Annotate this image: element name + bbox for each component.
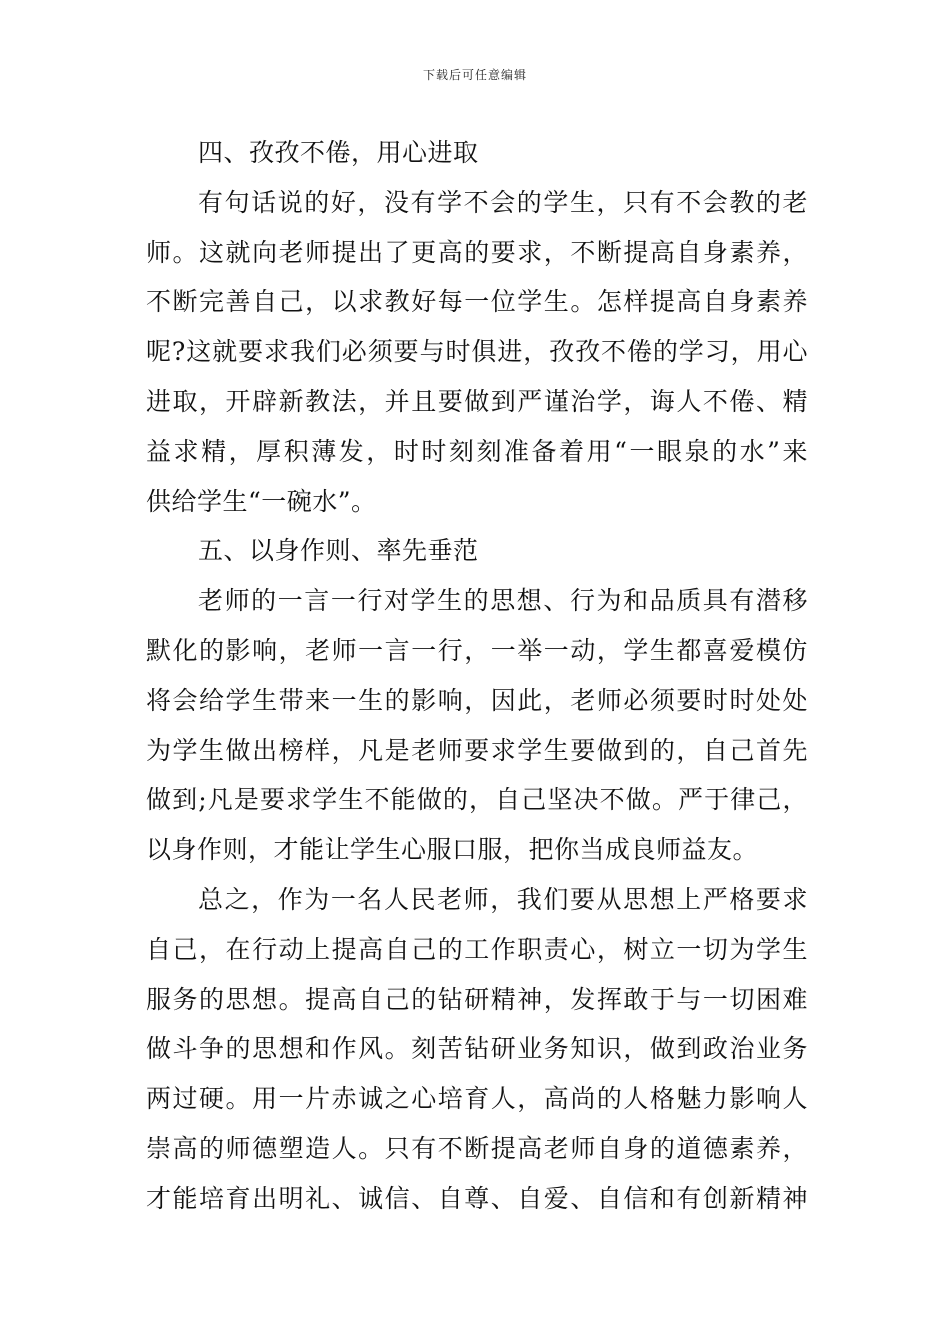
- text-line: 默化的影响，老师一言一行，一举一动，学生都喜爱模仿: [146, 635, 808, 665]
- text-line: 两过硬。用一片赤诚之心培育人，高尚的人格魅力影响人: [146, 1084, 808, 1114]
- text-line: 五、以身作则、率先垂范: [198, 536, 479, 566]
- text-line: 崇高的师德塑造人。只有不断提高老师自身的道德素养，: [146, 1133, 808, 1163]
- text-line: 总之，作为一名人民老师，我们要从思想上严格要求: [198, 884, 808, 914]
- text-line: 自己，在行动上提高自己的工作职责心，树立一切为学生: [146, 934, 808, 964]
- text-line: 进取，开辟新教法，并且要做到严谨治学，诲人不倦、精: [146, 386, 808, 416]
- text-line: 供给学生“一碗水”。: [146, 486, 377, 516]
- text-line: 益求精，厚积薄发，时时刻刻准备着用“一眼泉的水”来: [146, 436, 808, 466]
- header-note: 下载后可任意编辑: [422, 68, 527, 82]
- text-line: 师。这就向老师提出了更高的要求，不断提高自身素养，: [146, 237, 808, 267]
- document-body: [146, 128, 808, 1224]
- text-line: 有句话说的好，没有学不会的学生，只有不会教的老: [198, 187, 808, 217]
- text-line: 不断完善自己，以求教好每一位学生。怎样提高自身素养: [146, 287, 808, 317]
- text-line: 呢?这就要求我们必须要与时俱进，孜孜不倦的学习，用心: [146, 337, 808, 367]
- text-line: 做斗争的思想和作风。刻苦钻研业务知识，做到政治业务: [146, 1034, 808, 1064]
- text-line: 服务的思想。提高自己的钻研精神，发挥敢于与一切困难: [146, 984, 808, 1014]
- text-line: 以身作则，才能让学生心服口服，把你当成良师益友。: [146, 835, 759, 865]
- text-line: 将会给学生带来一生的影响，因此，老师必须要时时处处: [146, 685, 808, 715]
- text-line: 才能培育出明礼、诚信、自尊、自爱、自信和有创新精神: [146, 1183, 808, 1213]
- text-line: 老师的一言一行对学生的思想、行为和品质具有潜移: [198, 586, 808, 616]
- text-line: 做到;凡是要求学生不能做的，自己坚决不做。严于律己，: [146, 785, 808, 815]
- text-line: 为学生做出榜样，凡是老师要求学生要做到的，自己首先: [146, 735, 808, 765]
- text-line: 四、孜孜不倦，用心进取: [198, 138, 479, 167]
